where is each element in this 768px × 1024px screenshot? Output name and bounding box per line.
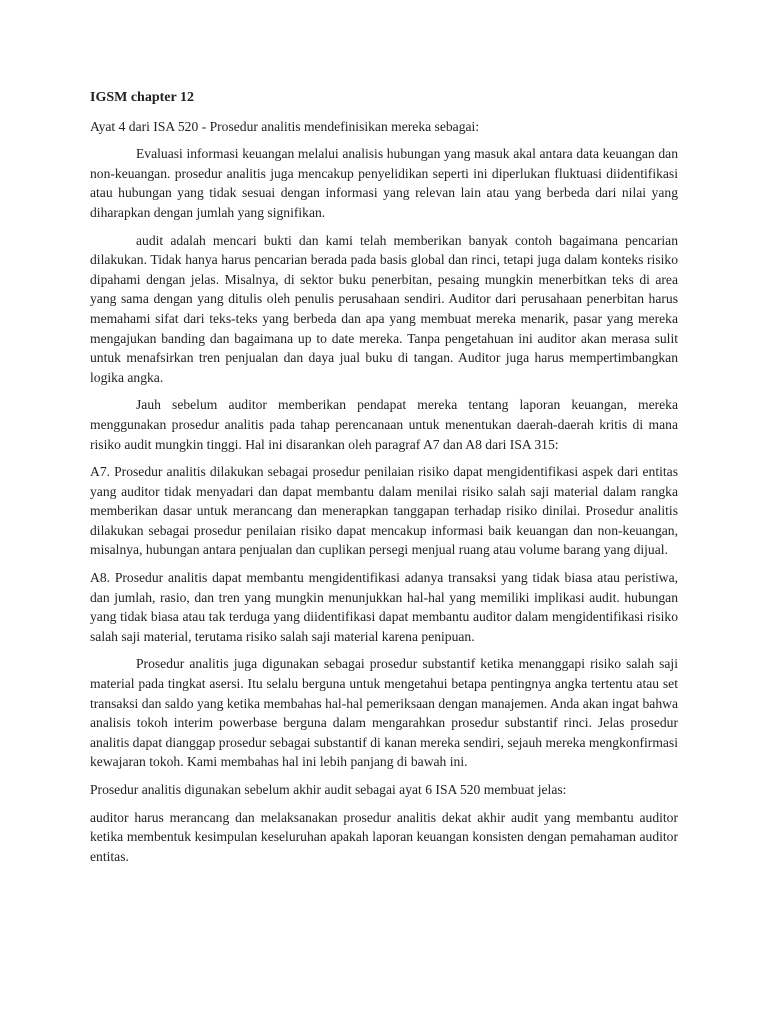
paragraph-audit-evidence: audit adalah mencari bukti dan kami telah memberikan banyak contoh bagaimana pencarian dilakukan. Tidak hanya harus pencarian berada pada basis global dan rinci, tetapi juga dalam konteks risiko dipahami dengan jelas. Misalnya, di sektor buku penerbitan, pesaing mungkin menerbitkan teks di area yang sama dengan yang ditulis oleh penulis perusahaan sendiri. Auditor dari perusahaan penerbitan harus memahami sifat dari teks-teks yang berbeda dan apa yang membuat mereka menarik, pasar yang mereka mengajukan banding dan bagaimana up to date mereka. Tanpa pengetahuan ini auditor akan merasa sulit untuk menafsirkan tren penjualan dan daya jual buku di tangan. Auditor juga harus mempertimbangkan logika angka.: [90, 232, 678, 385]
paragraph-intro: Ayat 4 dari ISA 520 - Prosedur analitis mendefinisikan mereka sebagai:: [90, 118, 480, 134]
paragraph-a8: A8. Prosedur analitis dapat membantu mengidentifikasi adanya transaksi yang tidak biasa atau peristiwa, dan jumlah, rasio, dan tren yang mungkin menunjukkan hal-hal yang memiliki implikasi audit. hubungan yang tidak biasa atau tak terduga yang diidentifikasi dapat membantu auditor dalam mengidentifikasi risiko salah saji material, terutama risiko salah saji material karena penipuan.: [90, 570, 678, 644]
paragraph-definition: Evaluasi informasi keuangan melalui analisis hubungan yang masuk akal antara data keuangan dan non-keuangan. prosedur analitis juga mencakup penyelidikan seperti ini diperlukan fluktuasi diidentifikasi atau hubungan yang tidak sesuai dengan informasi yang relevan lain atau yang berbeda dari nilai yang diharapkan dengan jumlah yang signifikan.: [90, 146, 678, 220]
paragraph-planning: Jauh sebelum auditor memberikan pendapat mereka tentang laporan keuangan, mereka menggunakan prosedur analitis pada tahap perencanaan untuk menentukan daerah-daerah kritis di mana risiko audit mungkin tinggi. Hal ini disarankan oleh paragraf A7 dan A8 dari ISA 315:: [90, 397, 678, 452]
paragraph-a7: A7. Prosedur analitis dilakukan sebagai prosedur penilaian risiko dapat mengidentifikasi aspek dari entitas yang auditor tidak menyadari dan dapat membantu dalam menilai risiko salah saji material dalam rangka memberikan dasar untuk merancang dan menerapkan tanggapan terhadap risiko dinilai. Prosedur analitis dilakukan sebagai prosedur penilaian risiko dapat mencakup informasi baik keuangan dan non-keuangan, misalnya, hubungan antara penjualan dan cuplikan persegi menjual ruang atau volume barang yang dijual.: [90, 464, 678, 558]
document-page: [90, 88, 678, 874]
paragraph-end-of-audit: Prosedur analitis digunakan sebelum akhir audit sebagai ayat 6 ISA 520 membuat jelas:: [90, 782, 567, 797]
paragraph-isa-520-quote: auditor harus merancang dan melaksanakan prosedur analitis dekat akhir audit yang membantu auditor ketika membentuk kesimpulan keseluruhan apakah laporan keuangan konsisten dengan pemahaman auditor entitas.: [90, 809, 678, 864]
paragraph-substantive: Prosedur analitis juga digunakan sebagai prosedur substantif ketika menanggapi risiko salah saji material pada tingkat asersi. Itu selalu berguna untuk mengetahui betapa pentingnya angka tertentu atau set transaksi dan saldo yang ketika membahas hal-hal pemeriksaan dengan manajemen. Anda akan ingat bahwa analisis tokoh interim powerbase berguna dalam mengarahkan prosedur substantif rinci. Jelas prosedur analitis dapat dianggap prosedur sebagai substantif di kanan mereka sendiri, sejauh mereka mengkonfirmasi kewajaran tokoh. Kami membahas hal ini lebih panjang di bawah ini.: [90, 656, 678, 770]
document-title: IGSM chapter 12: [90, 90, 194, 105]
